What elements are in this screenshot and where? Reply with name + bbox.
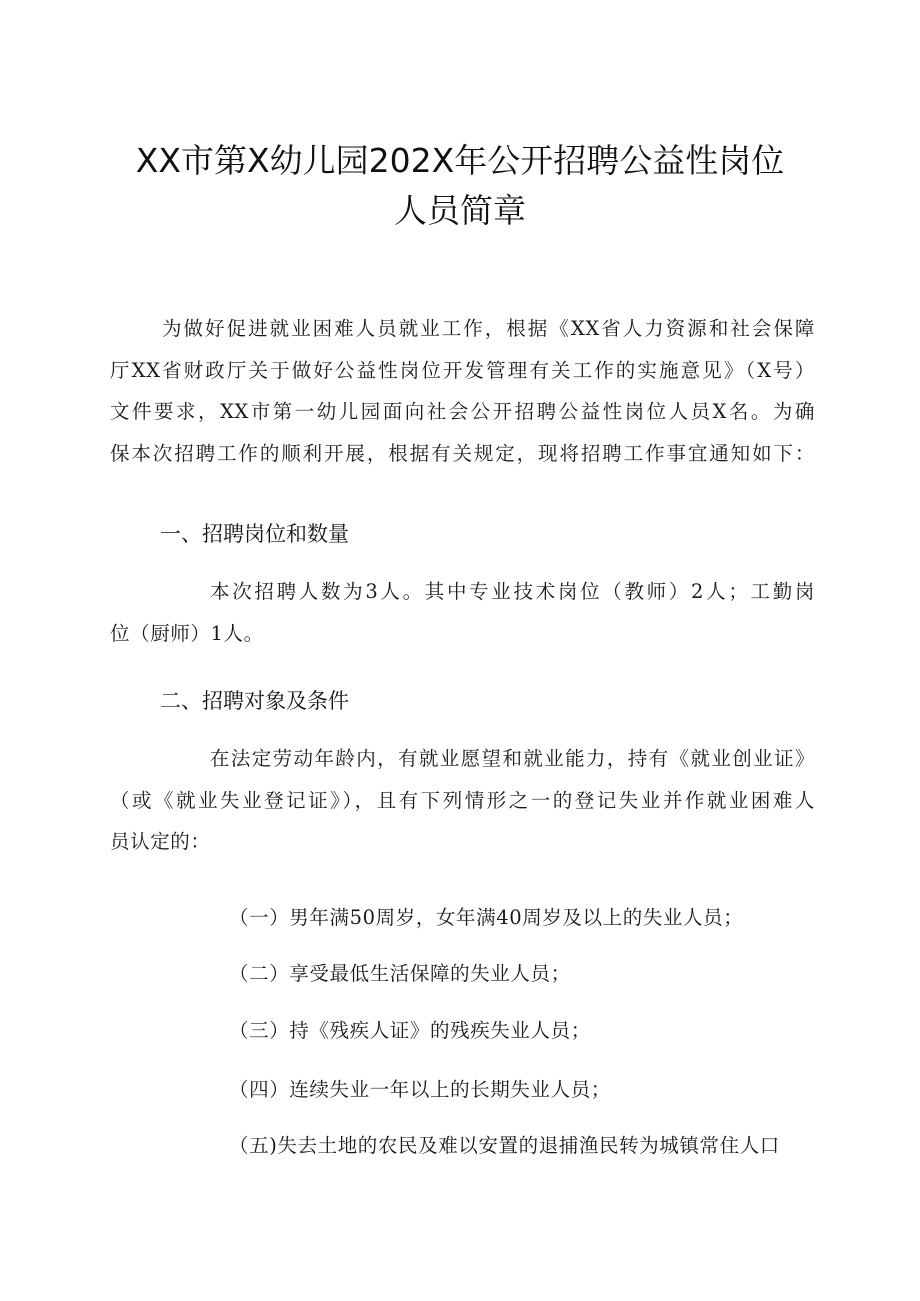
section-heading-eligibility: 二、招聘对象及条件 [160, 689, 349, 713]
section2-line: 在法定劳动年龄内，有就业愿望和就业能力，持有《就业创业证》 [210, 747, 815, 770]
section2-line: 员认定的： [110, 830, 211, 853]
eligibility-item: （四）连续失业一年以上的长期失业人员； [229, 1078, 611, 1101]
eligibility-item: （五)失去土地的农民及难以安置的退捕渔民转为城镇常住人口 [229, 1134, 780, 1157]
document-title-line-2: 人员简章 [394, 191, 526, 230]
eligibility-item: （一）男年满50周岁，女年满40周岁及以上的失业人员； [229, 906, 744, 929]
section1-paragraph [110, 571, 815, 654]
section1-line: 位（厨师）1人。 [110, 621, 264, 645]
eligibility-item: （三）持《残疾人证》的残疾失业人员； [229, 1019, 591, 1042]
intro-paragraph [110, 308, 815, 474]
section2-line: （或《就业失业登记证》），且有下列情形之一的登记失业并作就业困难人 [110, 788, 815, 812]
intro-line: 厅XX省财政厅关于做好公益性岗位开发管理有关工作的实施意见》（X号） [110, 358, 815, 382]
section2-paragraph [110, 738, 815, 863]
document-title-line-1: XX市第X幼儿园202X年公开招聘公益性岗位 [135, 141, 785, 180]
intro-line: 保本次招聘工作的顺利开展，根据有关规定，现将招聘工作事宜通知如下： [110, 441, 815, 465]
section-heading-positions: 一、招聘岗位和数量 [160, 522, 349, 546]
intro-line: 为做好促进就业困难人员就业工作，根据《XX省人力资源和社会保障 [162, 317, 815, 340]
intro-line: 文件要求，XX市第一幼儿园面向社会公开招聘公益性岗位人员X名。为确 [110, 400, 815, 423]
eligibility-item: （二）享受最低生活保障的失业人员； [229, 962, 571, 985]
section1-line: 本次招聘人数为3人。其中专业技术岗位（教师）2人；工勤岗 [210, 580, 815, 603]
